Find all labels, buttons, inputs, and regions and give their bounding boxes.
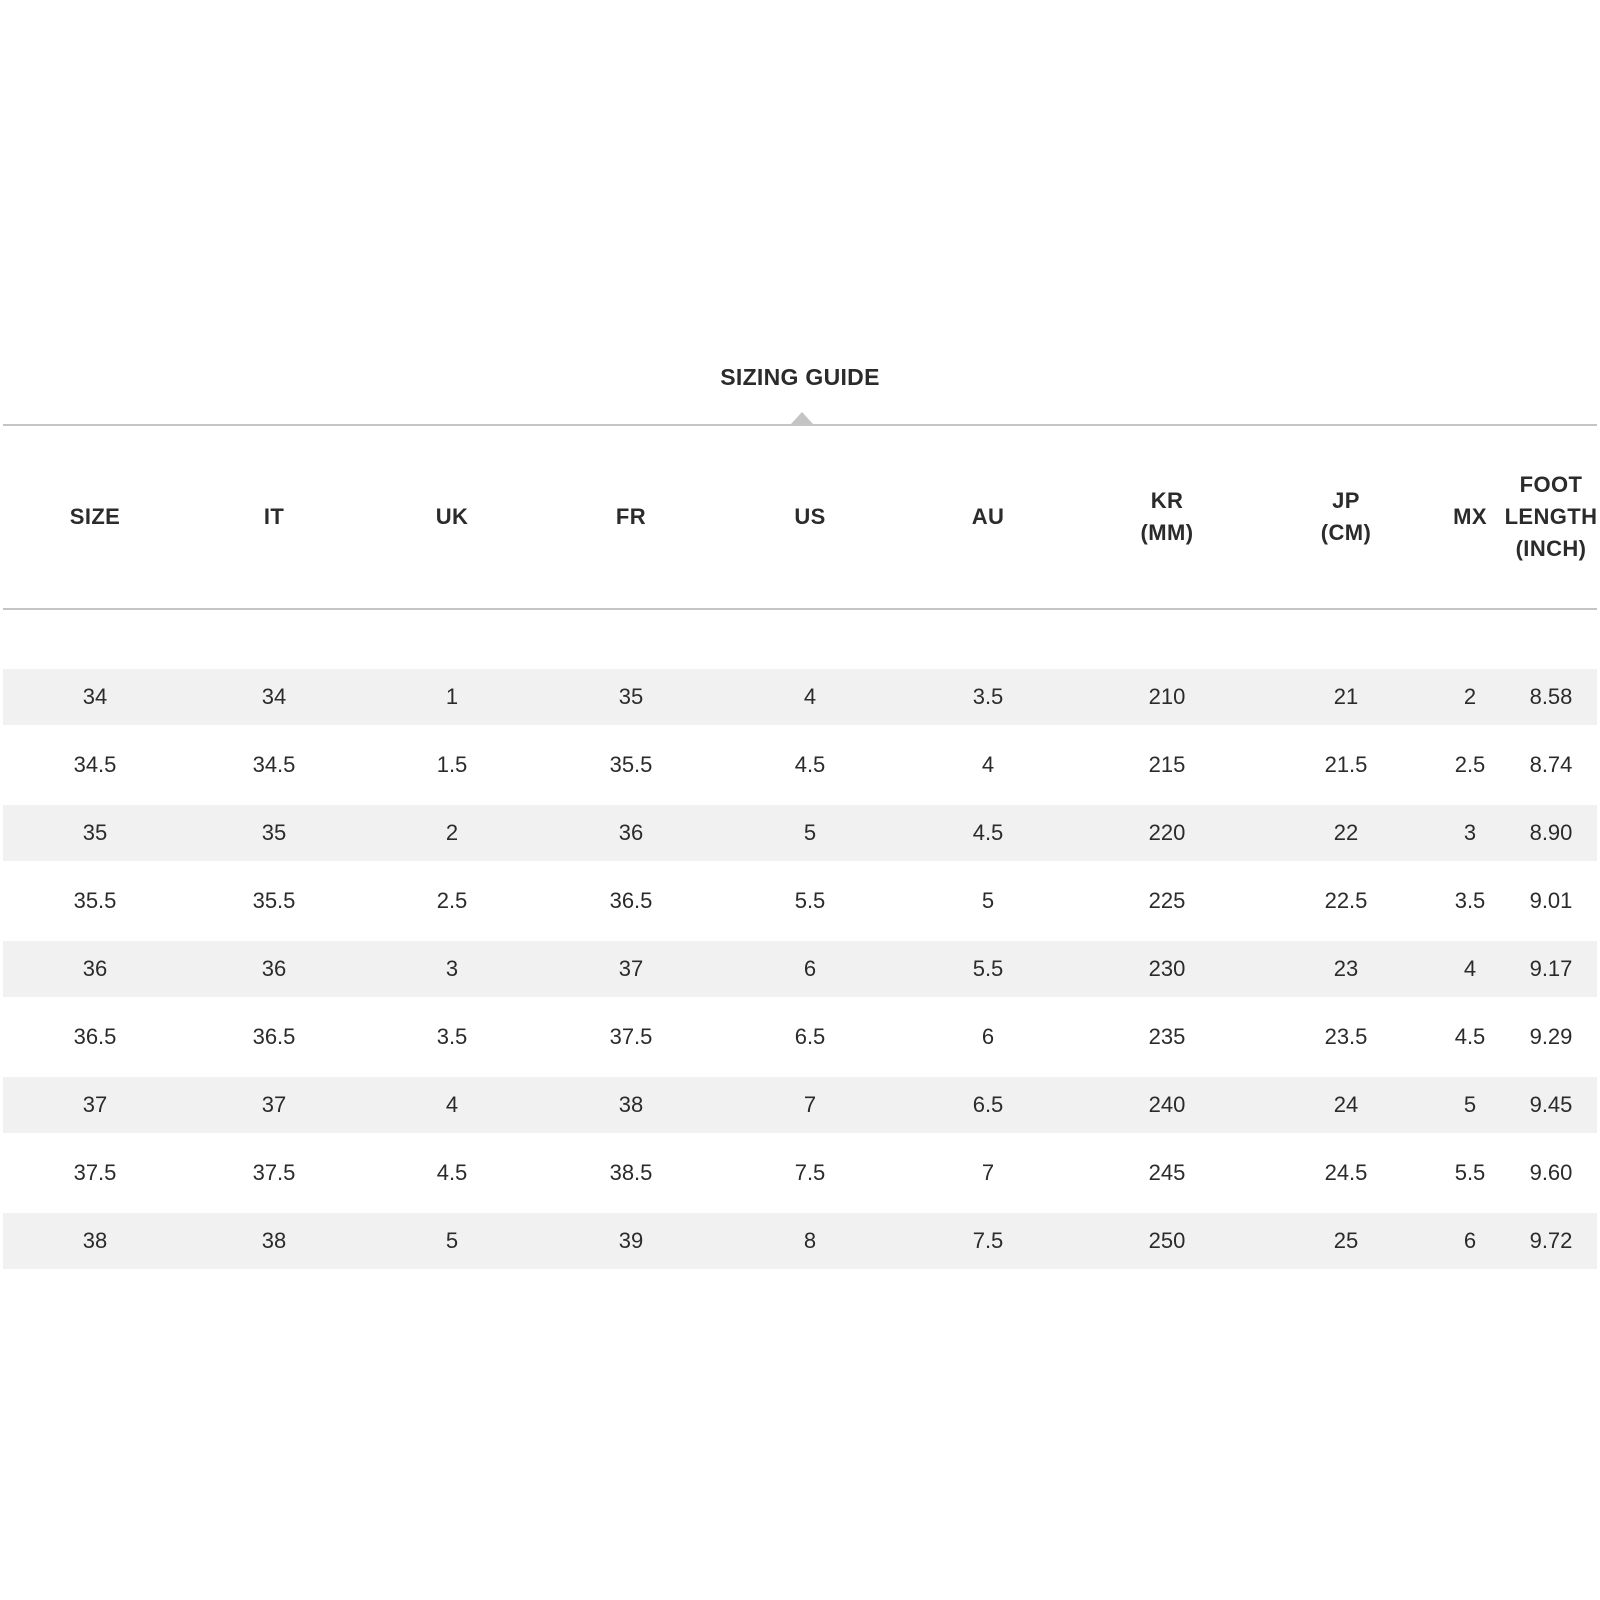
table-cell-mx: 4 xyxy=(1463,956,1477,981)
table-row xyxy=(3,873,1597,929)
table-cell-it: 37.5 xyxy=(252,1160,296,1185)
table-cell-it: 35 xyxy=(261,820,287,845)
table-cell-foot-length: 9.01 xyxy=(1529,888,1573,913)
table-cell-fr: 38.5 xyxy=(609,1160,653,1185)
table-cell-au: 7.5 xyxy=(972,1228,1004,1253)
table-cell-uk: 4 xyxy=(445,1092,459,1117)
table-cell-foot-length: 9.60 xyxy=(1529,1160,1573,1185)
table-cell-au: 4 xyxy=(981,752,995,777)
table-cell-uk: 3 xyxy=(445,956,459,981)
table-cell-size: 35.5 xyxy=(73,888,117,913)
table-cell-kr: 235 xyxy=(1148,1024,1186,1049)
table-cell-us: 5.5 xyxy=(794,888,826,913)
table-row xyxy=(3,737,1597,793)
table-cell-foot-length: 9.72 xyxy=(1529,1228,1573,1253)
table-cell-au: 6 xyxy=(981,1024,995,1049)
table-cell-foot-length: 8.58 xyxy=(1529,684,1573,709)
table-cell-us: 7 xyxy=(803,1092,817,1117)
table-cell-foot-length: 9.17 xyxy=(1529,956,1573,981)
column-header-size: SIZE xyxy=(69,504,121,529)
table-cell-kr: 210 xyxy=(1148,684,1186,709)
column-header-it: IT xyxy=(263,504,285,529)
table-cell-au: 6.5 xyxy=(972,1092,1004,1117)
sizing-guide-title[interactable]: SIZING GUIDE xyxy=(720,364,880,390)
table-cell-us: 8 xyxy=(803,1228,817,1253)
table-cell-it: 36.5 xyxy=(252,1024,296,1049)
table-cell-au: 5 xyxy=(981,888,995,913)
table-cell-mx: 6 xyxy=(1463,1228,1477,1253)
table-cell-kr: 230 xyxy=(1148,956,1186,981)
table-cell-mx: 2.5 xyxy=(1454,752,1486,777)
table-row xyxy=(3,941,1597,997)
table-cell-kr: 240 xyxy=(1148,1092,1186,1117)
table-cell-us: 4 xyxy=(803,684,817,709)
table-cell-foot-length: 9.29 xyxy=(1529,1024,1573,1049)
table-cell-jp: 23.5 xyxy=(1324,1024,1368,1049)
table-cell-kr: 245 xyxy=(1148,1160,1186,1185)
column-header-uk: UK xyxy=(435,504,469,529)
table-cell-jp: 24.5 xyxy=(1324,1160,1368,1185)
table-row xyxy=(3,805,1597,861)
column-header-jp: JP (CM) xyxy=(1320,488,1372,545)
column-header-us: US xyxy=(794,504,826,529)
header-bottom-divider xyxy=(3,608,1597,610)
table-cell-au: 4.5 xyxy=(972,820,1004,845)
table-cell-foot-length: 8.90 xyxy=(1529,820,1573,845)
table-cell-mx: 5.5 xyxy=(1454,1160,1486,1185)
table-cell-kr: 250 xyxy=(1148,1228,1186,1253)
table-cell-fr: 35.5 xyxy=(609,752,653,777)
column-header-au: AU xyxy=(971,504,1005,529)
table-cell-us: 7.5 xyxy=(794,1160,826,1185)
table-cell-it: 37 xyxy=(261,1092,287,1117)
size-table-body xyxy=(3,669,1597,1281)
table-cell-au: 3.5 xyxy=(972,684,1004,709)
table-cell-it: 38 xyxy=(261,1228,287,1253)
table-cell-us: 6.5 xyxy=(794,1024,826,1049)
table-row xyxy=(3,1145,1597,1201)
table-cell-au: 5.5 xyxy=(972,956,1004,981)
table-cell-uk: 4.5 xyxy=(436,1160,468,1185)
table-row xyxy=(3,1213,1597,1269)
table-cell-fr: 35 xyxy=(618,684,644,709)
table-row xyxy=(3,1077,1597,1133)
column-header-mx: MX xyxy=(1453,504,1487,529)
table-cell-au: 7 xyxy=(981,1160,995,1185)
table-cell-size: 36 xyxy=(82,956,108,981)
table-cell-it: 34 xyxy=(261,684,287,709)
table-cell-mx: 2 xyxy=(1463,684,1477,709)
table-cell-mx: 3 xyxy=(1463,820,1477,845)
table-cell-foot-length: 9.45 xyxy=(1529,1092,1573,1117)
table-cell-size: 34.5 xyxy=(73,752,117,777)
table-cell-us: 5 xyxy=(803,820,817,845)
table-cell-kr: 220 xyxy=(1148,820,1186,845)
table-cell-size: 38 xyxy=(82,1228,108,1253)
table-cell-fr: 37 xyxy=(618,956,644,981)
table-cell-us: 6 xyxy=(803,956,817,981)
table-cell-it: 36 xyxy=(261,956,287,981)
table-cell-jp: 24 xyxy=(1333,1092,1359,1117)
table-cell-mx: 5 xyxy=(1463,1092,1477,1117)
table-cell-uk: 2.5 xyxy=(436,888,468,913)
table-cell-fr: 36 xyxy=(618,820,644,845)
table-cell-size: 37 xyxy=(82,1092,108,1117)
table-cell-us: 4.5 xyxy=(794,752,826,777)
table-cell-size: 34 xyxy=(82,684,108,709)
table-cell-uk: 1 xyxy=(445,684,459,709)
table-cell-kr: 225 xyxy=(1148,888,1186,913)
table-cell-jp: 21.5 xyxy=(1324,752,1368,777)
column-header-fr: FR xyxy=(615,504,647,529)
table-cell-fr: 36.5 xyxy=(609,888,653,913)
column-header-foot-length: FOOT LENGTH (INCH) xyxy=(1504,472,1598,561)
table-cell-jp: 21 xyxy=(1333,684,1359,709)
table-cell-fr: 37.5 xyxy=(609,1024,653,1049)
table-cell-jp: 23 xyxy=(1333,956,1359,981)
active-tab-caret-icon xyxy=(791,412,813,424)
table-cell-kr: 215 xyxy=(1148,752,1186,777)
table-cell-mx: 3.5 xyxy=(1454,888,1486,913)
table-cell-size: 37.5 xyxy=(73,1160,117,1185)
table-cell-it: 34.5 xyxy=(252,752,296,777)
table-row xyxy=(3,1009,1597,1065)
size-table-header xyxy=(3,426,1597,608)
table-cell-fr: 38 xyxy=(618,1092,644,1117)
table-cell-jp: 22.5 xyxy=(1324,888,1368,913)
table-cell-foot-length: 8.74 xyxy=(1529,752,1573,777)
table-cell-size: 35 xyxy=(82,820,108,845)
table-cell-size: 36.5 xyxy=(73,1024,117,1049)
table-cell-uk: 3.5 xyxy=(436,1024,468,1049)
table-cell-jp: 22 xyxy=(1333,820,1359,845)
table-cell-it: 35.5 xyxy=(252,888,296,913)
table-cell-mx: 4.5 xyxy=(1454,1024,1486,1049)
table-cell-uk: 5 xyxy=(445,1228,459,1253)
table-cell-uk: 2 xyxy=(445,820,459,845)
table-cell-uk: 1.5 xyxy=(436,752,468,777)
table-cell-jp: 25 xyxy=(1333,1228,1359,1253)
column-header-kr: KR (MM) xyxy=(1140,488,1194,545)
table-cell-fr: 39 xyxy=(618,1228,644,1253)
table-row xyxy=(3,669,1597,725)
